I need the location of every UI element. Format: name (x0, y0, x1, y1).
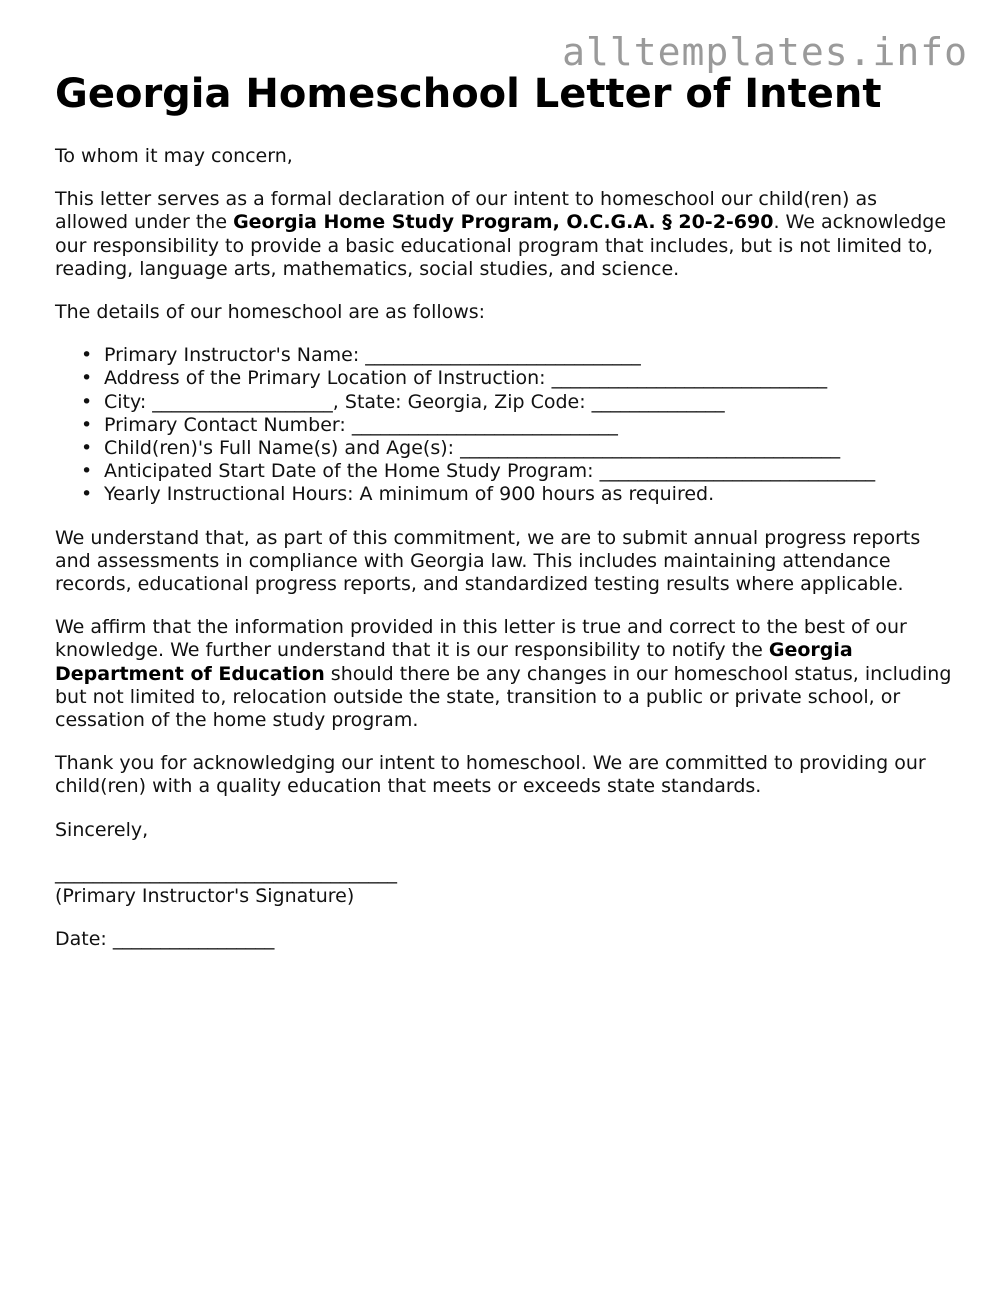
page-title: Georgia Homeschool Letter of Intent (55, 71, 882, 117)
bullet-icon: • (81, 460, 93, 483)
details-intro: The details of our homeschool are as follows: (55, 301, 486, 324)
intro-text-start: This letter serves as a formal declaration of our intent to homeschool our child(ren) as allowed under the (55, 188, 878, 234)
signature-label: (Primary Instructor's Signature) (55, 885, 355, 908)
affirm-text-start: We affirm that the information provided in this letter is true and correct to the best of our knowledge. We further understand that it is our responsibility to notify the (55, 616, 907, 662)
detail-instructor-name: Primary Instructor's Name: _____________________________ (104, 344, 641, 367)
bullet-icon: • (81, 390, 93, 413)
detail-address: Address of the Primary Location of Instruction: _____________________________ (104, 367, 828, 390)
list-item (81, 413, 955, 437)
thanks-paragraph: Thank you for acknowledging our intent to homeschool. We are committed to providing our child(ren) with a quality education that meets or exceeds state standards. (55, 752, 926, 798)
affirm-text-end: should there be any changes in our homeschool status, including but not limited to, relocation outside the state, transition to a public or private school, or cessation of the home study program. (55, 662, 952, 732)
signature-line: ____________________________________ (55, 861, 397, 884)
detail-start-date: Anticipated Start Date of the Home Study Program: _____________________________ (104, 460, 876, 483)
closing: Sincerely, (55, 818, 149, 841)
detail-instructional-hours: Yearly Instructional Hours: A minimum of 900 hours as required. (104, 483, 715, 506)
intro-paragraph (55, 188, 955, 281)
bullet-icon: • (81, 344, 93, 367)
list-item (81, 344, 955, 367)
bullet-icon: • (81, 483, 93, 506)
watermark: alltemplates.info (562, 30, 968, 74)
commitment-paragraph: We understand that, as part of this commitment, we are to submit annual progress reports and assessments in compliance with Georgia law. This includes maintaining attendance records, educational progress reports, and standardized testing results where applicable. (55, 526, 921, 596)
detail-contact-number: Primary Contact Number: ____________________________ (104, 413, 618, 436)
intro-program-name: Georgia Home Study Program, O.C.G.A. § 20-2-690 (233, 211, 774, 234)
bullet-icon: • (81, 367, 93, 390)
greeting: To whom it may concern, (55, 145, 293, 167)
list-item (81, 483, 955, 506)
bullet-icon: • (81, 437, 93, 460)
intro-text-end: . We acknowledge our responsibility to provide a basic educational program that includes, but is not limited to, reading, language arts, mathematics, social studies, and science. (55, 211, 947, 280)
date-line: Date: _________________ (55, 928, 275, 951)
list-item (81, 390, 955, 414)
detail-children-names: Child(ren)'s Full Name(s) and Age(s): ________________________________________ (104, 437, 841, 460)
list-item (81, 437, 955, 460)
affirm-paragraph (55, 616, 955, 732)
detail-city-state-zip: City: ___________________, State: Georgia, Zip Code: ______________ (104, 390, 725, 413)
list-item (81, 460, 955, 483)
affirm-department-name: Georgia Department of Education (55, 639, 853, 685)
details-list (55, 344, 955, 506)
bullet-icon: • (81, 413, 93, 436)
list-item (81, 367, 955, 390)
letter-document (55, 70, 955, 951)
